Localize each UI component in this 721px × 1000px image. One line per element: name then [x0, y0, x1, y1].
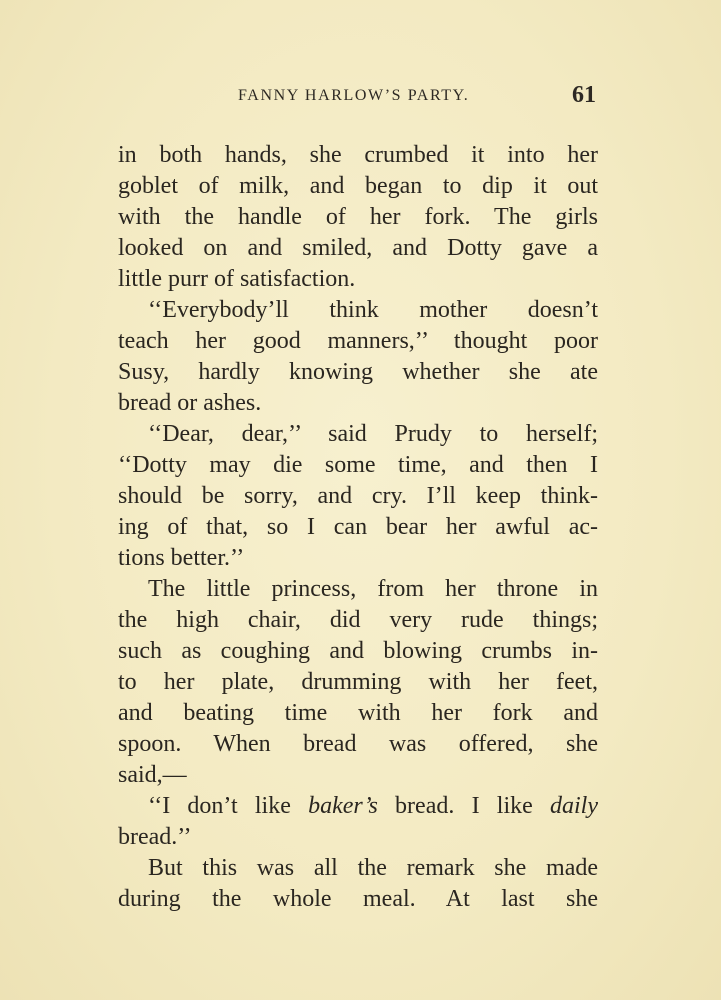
- text-line: Susy, hardly knowing whether she ate: [118, 359, 598, 385]
- italic-daily: daily: [550, 793, 598, 819]
- text-line: spoon. When bread was offered, she: [118, 731, 598, 757]
- text-line: and beating time with her fork and: [118, 700, 598, 726]
- body-text: [118, 140, 598, 915]
- running-title: FANNY HARLOW’S PARTY.: [238, 87, 470, 104]
- text-line: goblet of milk, and began to dip it out: [118, 173, 598, 199]
- text-line: said,—: [118, 762, 187, 788]
- text-line: in both hands, she crumbed it into her: [118, 142, 598, 168]
- text-line: ‘‘Dear, dear,’’ said Prudy to herself;: [148, 421, 598, 447]
- running-head: [0, 82, 721, 112]
- text-line: looked on and smiled, and Dotty gave a: [118, 235, 598, 261]
- quote-text: bread. I like: [377, 793, 550, 819]
- text-line: during the whole meal. At last she: [118, 886, 598, 912]
- text-line: bread or ashes.: [118, 390, 262, 416]
- text-line: teach her good manners,’’ thought poor: [118, 328, 598, 354]
- text-line: little purr of satisfaction.: [118, 266, 356, 292]
- text-line: ‘‘Dotty may die some time, and then I: [118, 452, 598, 478]
- italic-bakers: baker’s: [308, 793, 378, 819]
- text-line: ing of that, so I can bear her awful ac-: [118, 514, 598, 540]
- text-line: bread.’’: [118, 824, 192, 850]
- text-line: the high chair, did very rude things;: [118, 607, 598, 633]
- quote-text: ‘‘I don’t like: [148, 793, 309, 819]
- text-line: But this was all the remark she made: [148, 855, 598, 881]
- text-line: with the handle of her fork. The girls: [118, 204, 598, 230]
- page-number: 61: [572, 82, 596, 108]
- text-line: should be sorry, and cry. I’ll keep think-: [118, 483, 598, 509]
- text-line: such as coughing and blowing crumbs in-: [118, 638, 598, 664]
- text-line: to her plate, drumming with her feet,: [118, 669, 598, 695]
- text-line-quote: [118, 791, 598, 822]
- text-line: tions better.’’: [118, 545, 245, 571]
- text-line: The little princess, from her throne in: [148, 576, 598, 602]
- text-line: ‘‘Everybody’ll think mother doesn’t: [148, 297, 598, 323]
